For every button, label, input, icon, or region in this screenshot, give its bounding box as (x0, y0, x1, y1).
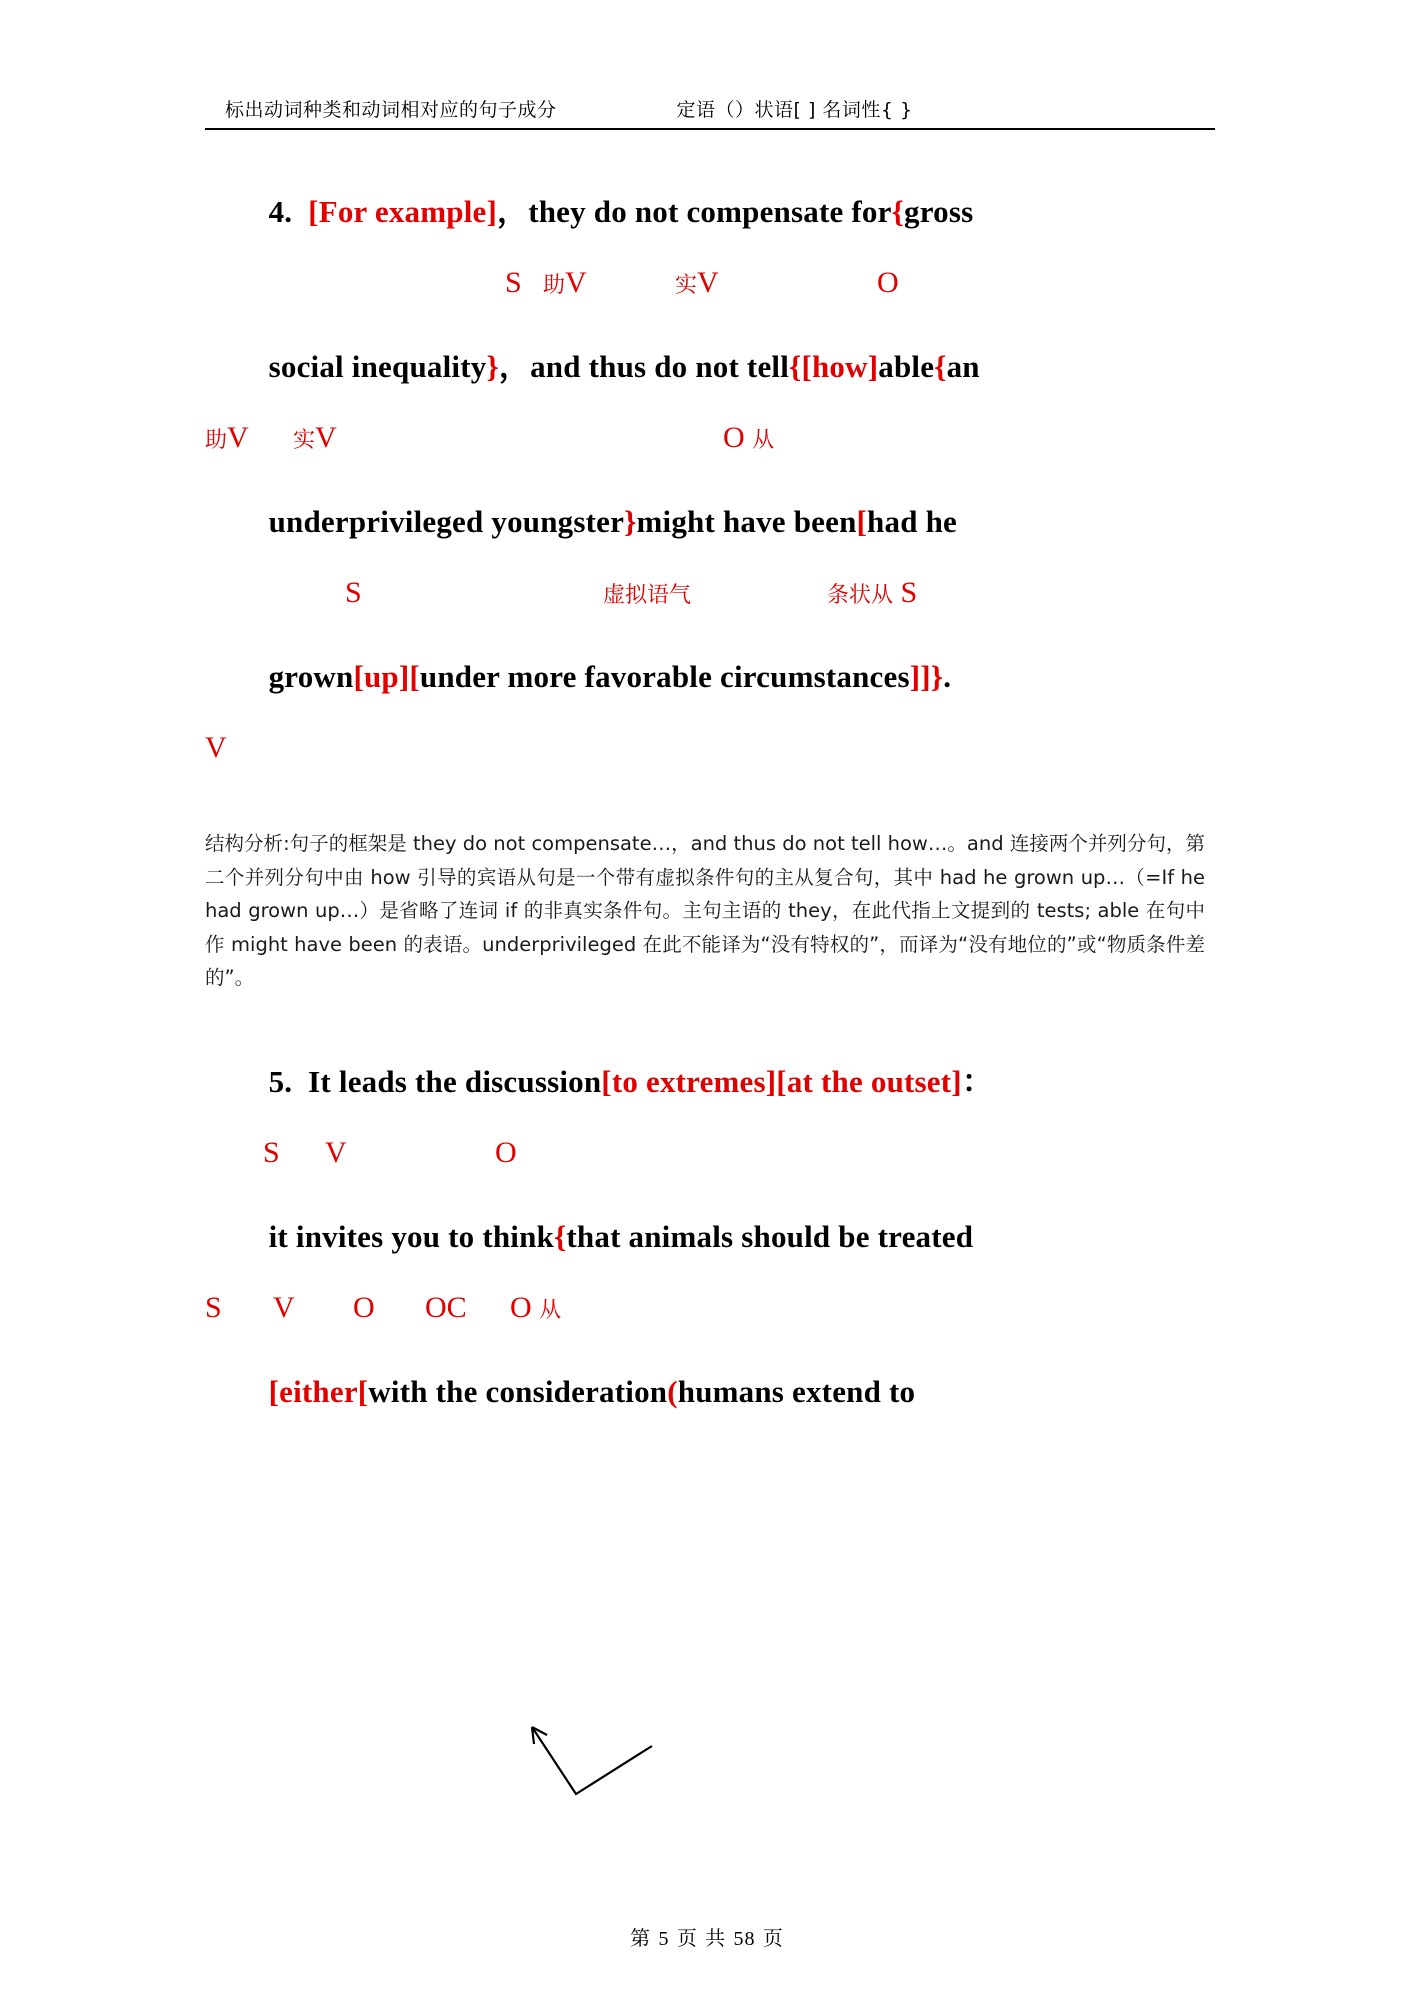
footer-middle: 页 共 (676, 1926, 727, 1950)
annotation-label: S (263, 1135, 280, 1169)
sentence-line: it invites you to think{that animals should be treated (268, 1218, 974, 1254)
annotation-label: O (353, 1290, 375, 1324)
handdrawn-arrow-icon (520, 1722, 680, 1832)
footer-suffix: 页 (762, 1926, 784, 1950)
annotation-label: O 从 (723, 421, 775, 454)
footer-total-pages: 58 (733, 1928, 756, 1950)
footer-current-page: 5 (658, 1928, 670, 1950)
annotation-label: 条状从 S (827, 576, 918, 609)
page-header (205, 95, 1215, 130)
footer-prefix: 第 (630, 1926, 652, 1950)
header-right-text: 定语（）状语[ ] 名词性{ } (676, 99, 913, 121)
header-left-text: 标出动词种类和动词相对应的句子成分 (225, 99, 557, 121)
annotation-label: 虚拟语气 (603, 583, 692, 608)
sentence-block-5 (205, 1035, 1215, 1438)
annotation-row (205, 568, 1215, 630)
sentence-block-4 (205, 165, 1215, 995)
sentence-line: underprivileged youngster}might have been[had he (268, 504, 957, 539)
sentence-line: 4. [For example]，they do not compensate for{gross (268, 194, 974, 229)
annotation-label: O 从 (510, 1290, 562, 1324)
analysis-paragraph-4: 结构分析:句子的框架是 they do not compensate…，and thus do not tell how…。and 连接两个并列分句，第二个并列分句中由 how 引导的宾语从句是一个带有虚拟条件句的主从复合句，其中 had he grown up…（=If he had grown up…）是省略了连词 if 的非真实条件句。主句主语的 they，在此代指上文提到的 tests; able 在句中作 might have been 的表语。underprivileged 在此不能译为“没有特权的”，而译为“没有地位的”或“物质条件差的”。 (205, 832, 1205, 990)
annotation-label: S (505, 266, 522, 299)
annotation-label: O (877, 266, 899, 299)
annotation-label: S (205, 1290, 222, 1324)
annotation-label: V (325, 1135, 347, 1169)
annotation-label: 实V (293, 421, 337, 454)
annotation-label: O (495, 1135, 517, 1169)
annotation-row (205, 413, 1215, 475)
annotation-label: S (345, 576, 362, 609)
annotation-row (205, 1128, 1215, 1190)
annotation-label: V (273, 1290, 295, 1324)
sentence-line: [either[with the consideration(humans extend to (268, 1373, 916, 1409)
annotation-label: OC (425, 1290, 467, 1324)
annotation-label: 实V (675, 266, 719, 299)
annotation-row (205, 1283, 1215, 1345)
sentence-line: grown[up][under more favorable circumstances]]}. (268, 659, 952, 694)
annotation-row (205, 258, 1215, 320)
page-footer (0, 1922, 1414, 1951)
sentence-line: social inequality}，and thus do not tell{[how]able{an (268, 349, 980, 384)
document-body (205, 165, 1215, 1438)
sentence-line: 5. It leads the discussion[to extremes][at the outset]： (268, 1063, 994, 1099)
annotation-label: 助V (205, 421, 249, 454)
annotation-label: 助V (543, 266, 587, 299)
annotation-row (205, 723, 1215, 785)
annotation-label: V (205, 731, 227, 764)
